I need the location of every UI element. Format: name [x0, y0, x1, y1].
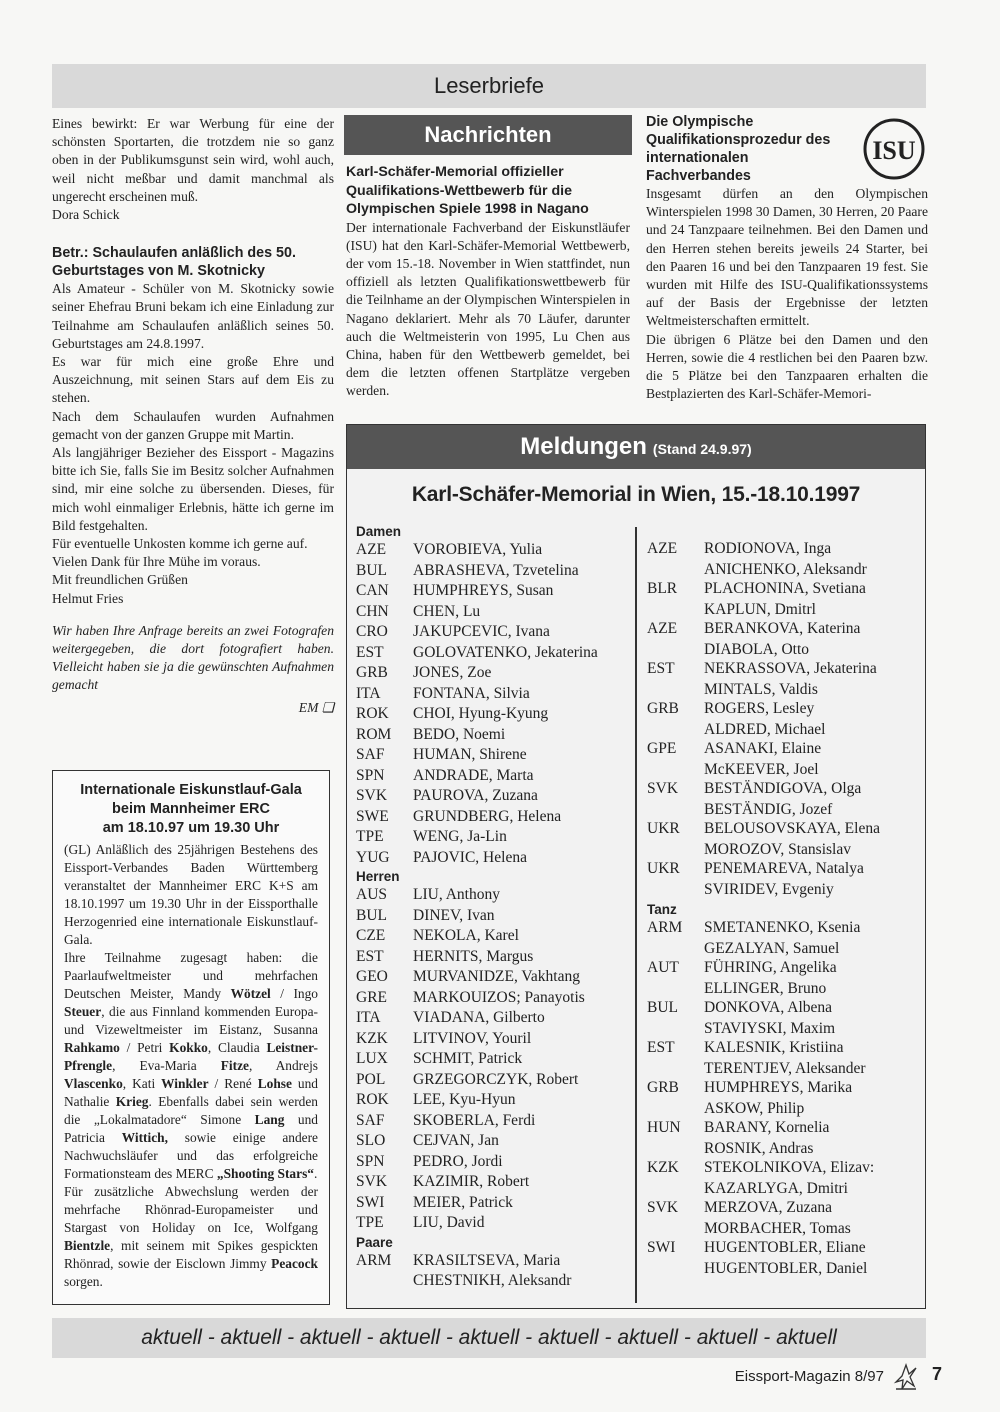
entry-row — [356, 1213, 631, 1234]
nation-code: SAF — [356, 746, 385, 763]
skater-name: BESTÄNDIGOVA, Olga — [704, 780, 862, 797]
partner-name: GEZALYAN, Samuel — [704, 939, 840, 957]
page-footer — [700, 1364, 946, 1394]
skater-name: JAKUPCEVIC, Ivana — [413, 623, 550, 640]
nation-code: EST — [356, 643, 384, 661]
meldungen-title: Meldungen — [520, 433, 647, 460]
partner-name: MINTALS, Valdis — [704, 680, 818, 698]
pair-entry — [647, 659, 922, 699]
nation-code: TPE — [356, 1214, 384, 1231]
skater-name: VIADANA, Gilberto — [413, 1009, 545, 1026]
skater-name: SKOBERLA, Ferdi — [413, 1111, 536, 1129]
nation-code: ROK — [356, 705, 389, 722]
skater-name: CEJVAN, Jan — [413, 1132, 499, 1149]
skater-name: PENEMAREVA, Natalya — [704, 860, 864, 877]
skater-name: ABRASHEVA, Tzvetelina — [413, 561, 579, 579]
entry-row — [356, 926, 631, 947]
letter2-paragraph: Nach dem Schaulaufen wurden Aufnahmen gemacht von der ganzen Gruppe mit Martin. — [52, 408, 334, 442]
entry-row — [356, 1090, 631, 1111]
gala-title — [64, 781, 318, 838]
pair-entry — [647, 819, 922, 859]
nation-code: SVK — [647, 780, 679, 797]
letter2-paragraph: Vielen Dank für Ihre Mühe im voraus. — [52, 554, 261, 570]
paare-list — [647, 539, 922, 899]
entry-row — [356, 766, 631, 787]
letter2-paragraph: Als langjähriger Bezieher des Eissport - Magazins bitte ich Sie, falls Sie im Besitz solcher Aufnahmen sind, mir eine solche zu übersenden. Dieses, für mich wohl einmaliger Erlebnis, hätte ich gerne im Bild festgehalten. — [52, 445, 334, 533]
nation-code: EST — [647, 660, 675, 677]
letter2-paragraph: Für eventuelle Unkosten komme ich gerne auf. — [52, 536, 308, 552]
ice-skater-icon — [892, 1362, 920, 1392]
skater-name: CHEN, Lu — [413, 602, 481, 620]
skater-name: NEKOLA, Karel — [413, 927, 519, 944]
nation-code: CZE — [356, 927, 386, 944]
nation-code: SWI — [356, 1193, 385, 1211]
aktuell-ticker — [52, 1318, 926, 1358]
entry-row — [647, 1238, 922, 1259]
nation-code: AZE — [356, 541, 387, 558]
partner-name: MOROZOV, Stansislav — [704, 840, 851, 858]
nation-code: UKR — [647, 820, 680, 837]
entry-row — [647, 579, 922, 600]
meldungen-stand: (Stand 24.9.97) — [652, 441, 752, 457]
nation-code: CRO — [356, 623, 388, 640]
entry-row — [647, 1118, 922, 1139]
entry-row — [356, 704, 631, 725]
pair-entry — [647, 739, 922, 779]
entry-row — [356, 663, 631, 684]
nation-code: CAN — [356, 582, 389, 599]
skater-name: ANDRADE, Marta — [413, 766, 534, 784]
meldungen-banner — [347, 425, 925, 469]
pair-entry — [647, 579, 922, 619]
entry-row — [647, 539, 922, 560]
partner-name: BESTÄNDIG, Jozef — [704, 800, 833, 818]
nation-code: AUS — [356, 886, 388, 903]
nation-code: ROK — [356, 1091, 389, 1108]
skater-name: DONKOVA, Albena — [704, 999, 833, 1016]
skater-name: PAUROVA, Zuzana — [413, 787, 538, 804]
pair-entry — [647, 1238, 922, 1278]
partner-name: HUGENTOBLER, Daniel — [704, 1259, 868, 1277]
pair-entry — [647, 1078, 922, 1118]
middle-column — [346, 115, 630, 401]
partner-name: SVIRIDEV, Evgeniy — [704, 880, 834, 898]
skater-name: BEDO, Noemi — [413, 725, 506, 743]
damen-list — [356, 540, 631, 868]
nation-code: ROM — [356, 725, 392, 743]
skater-name: MERZOVA, Zuzana — [704, 1199, 832, 1216]
skater-name: PLACHONINA, Svetiana — [704, 580, 866, 597]
pair-entry — [647, 859, 922, 899]
entry-row — [356, 1172, 631, 1193]
skater-name: PAJOVIC, Helena — [413, 848, 527, 866]
nation-code: GRE — [356, 988, 387, 1006]
entry-row — [356, 745, 631, 766]
nation-code: GPE — [647, 740, 677, 757]
nation-code: BLR — [647, 580, 678, 597]
nation-code: SVK — [647, 1199, 679, 1216]
partner-name: ASKOW, Philip — [704, 1099, 805, 1117]
nation-code: SLO — [356, 1132, 386, 1149]
category-label-damen: Damen — [356, 524, 402, 539]
entry-row — [356, 622, 631, 643]
nation-code: UKR — [647, 860, 680, 877]
skater-name: BELOUSOVSKAYA, Elena — [704, 820, 880, 837]
pair-entry — [647, 619, 922, 659]
category-label-herren: Herren — [356, 869, 400, 884]
skater-name: FÜHRING, Angelika — [704, 959, 837, 976]
entry-row — [647, 619, 922, 640]
entry-row — [647, 958, 922, 979]
entry-row — [647, 699, 922, 720]
nation-code: GRB — [647, 1079, 679, 1096]
entry-row — [356, 807, 631, 828]
nation-code: SVK — [356, 1173, 388, 1190]
ticker-text: aktuell - aktuell - aktuell - aktuell - aktuell - aktuell - aktuell - aktuell - aktuell — [141, 1326, 837, 1349]
letter2-paragraph: Als Amateur - Schüler von M. Skotnicky sowie seiner Ehefrau Bruni bekam ich eine Einladung zur Teilnahme am Schaulaufen anläßlich seines 50. Geburtstages am 24.8.1997. — [52, 281, 334, 351]
skater-name: RODIONOVA, Inga — [704, 540, 832, 557]
skater-name: ROGERS, Lesley — [704, 700, 815, 717]
gala-paragraph: Für zusätzliche Abwechslung werden der mehrfache Rhönrad-Europameister und Stargast von Holiday on Ice, Wolfgang Bientzle, mit seinem mit Spikes gespickten Rhönrad, sowie der Eisclown Jimmy Peacock sorgen. — [64, 1184, 318, 1289]
pair-entry — [647, 1118, 922, 1158]
event-title: Karl-Schäfer-Memorial in Wien, 15.-18.10.1997 — [411, 483, 861, 506]
skater-name: HUMPHREYS, Susan — [413, 582, 554, 599]
partner-name: McKEEVER, Joel — [704, 760, 819, 778]
pair-entry — [647, 699, 922, 739]
entry-row — [356, 561, 631, 582]
entry-row — [647, 1078, 922, 1099]
nation-code: EST — [647, 1039, 675, 1056]
entry-row — [647, 859, 922, 880]
entry-row — [356, 1008, 631, 1029]
pair-entry — [647, 1198, 922, 1238]
skater-name: HUMAN, Shirene — [413, 746, 527, 763]
section-title: Leserbriefe — [433, 73, 545, 98]
nachrichten-banner: Nachrichten — [344, 115, 632, 155]
pair-entry — [647, 918, 922, 958]
skater-name: ASANAKI, Elaine — [704, 740, 822, 757]
entry-row — [356, 1131, 631, 1152]
entry-row — [356, 602, 631, 623]
entry-row — [356, 786, 631, 807]
skater-name: HERNITS, Margus — [413, 947, 534, 965]
entry-row — [356, 827, 631, 848]
gala-title-line: Internationale Eiskunstlauf-Gala — [80, 782, 302, 798]
entry-row — [356, 643, 631, 664]
entry-row — [356, 1152, 631, 1173]
skater-name: STEKOLNIKOVA, Elizav: — [704, 1159, 875, 1176]
nation-code: BUL — [647, 999, 678, 1016]
nation-code: EST — [356, 947, 384, 965]
entry-row — [647, 1038, 922, 1059]
news-heading: Karl-Schäfer-Memorial offizieller Qualifikations-Wettbewerb für die Olympischen Spiele 1998 in Nagano — [346, 164, 589, 217]
entry-row — [356, 581, 631, 602]
skater-name: SCHMIT, Patrick — [413, 1050, 523, 1067]
entry-row — [356, 684, 631, 705]
entry-row — [356, 848, 631, 869]
category-label-paare: Paare — [356, 1234, 393, 1250]
skater-name: GRUNDBERG, Helena — [413, 807, 562, 825]
news-body: Der internationale Fachverband der Eiskunstläufer (ISU) hat den Karl-Schäfer-Memorial Wettbewerb, der vom 15.-18. November in Wien stattfindet, nun offiziell als letzten Qualifikationswettbewerb für die Teilnhame an der Olympischen Winterspielen in Nagano deklariert. Mehr als 70 Läufer, darunter auch die Weltmeisterin von 1995, Lu Chen aus China, haben für den Wettbewerb gemeldet, bei dem die letzten offenen Startplätze vergeben werden. — [346, 219, 630, 399]
partner-name: KAZARLYGA, Dmitri — [704, 1179, 848, 1197]
skater-name: VOROBIEVA, Yulia — [413, 541, 543, 558]
skater-name: LEE, Kyu-Hyun — [413, 1091, 516, 1108]
entry-row — [647, 659, 922, 680]
nation-code: KZK — [356, 1029, 388, 1047]
partner-name: CHESTNIKH, Aleksandr — [413, 1272, 572, 1289]
entry-row — [356, 1029, 631, 1050]
entry-row — [647, 998, 922, 1019]
herren-list — [356, 885, 631, 1234]
nation-code: POL — [356, 1070, 386, 1088]
qualification-heading: Die Olympische Qualifikationsprozedur des internationalen Fachverbandes — [646, 114, 831, 184]
gala-paragraph: Ihre Teilnahme zugesagt haben: die Paarlaufweltmeister und mehrfachen Deutschen Meister, Mandy Wötzel / Ingo Steuer, die aus Finnland kommenden Europa- und Vizeweltmeister im Eistanz, Susanna Rahkamo / Petri Kokko, Claudia Leistner-Pfrengle, Eva-Maria Fitze, Andrejs Vlascenko, Kati Winkler / René Lohse und Nathalie Krieg. Ebenfalls dabei sein werden die „Lokalmatadore“ Simone Lang und Patricia Wittich, sowie einige andere Nachwuchsläufer und das erfolgreiche Formationsteam des MERC „Shooting Stars“. — [64, 950, 319, 1181]
nation-code: ARM — [356, 1251, 392, 1269]
skater-name: HUGENTOBLER, Eliane — [704, 1239, 866, 1256]
gala-paragraph: (GL) Anläßlich des 25jährigen Bestehens des Eissport-Verbandes Baden Württemberg veranstaltet der Mannheimer ERC K+S am 18.10.1997 um 19.30 Uhr in der Eissporthalle Herzogenried eine internationale Eiskunstlauf-Gala. — [64, 842, 318, 947]
skater-name: KRASILTSEVA, Maria — [413, 1251, 561, 1269]
entry-row — [647, 1158, 922, 1179]
partner-name: KAPLUN, Dmitrl — [704, 600, 816, 618]
nation-code: GRB — [356, 664, 388, 681]
meldungen-box — [346, 424, 926, 1309]
nation-code: BUL — [356, 906, 387, 924]
skater-name: LIU, Anthony — [413, 886, 500, 903]
left-column — [52, 115, 334, 717]
entry-row — [356, 1251, 631, 1272]
entry-row — [356, 1111, 631, 1132]
nation-code: TPE — [356, 828, 384, 845]
partner-name: ELLINGER, Bruno — [704, 979, 827, 997]
entry-row — [356, 906, 631, 927]
isu-logo-text: ISU — [872, 136, 916, 165]
column-divider — [635, 527, 637, 1303]
nation-code: ITA — [356, 684, 381, 702]
partner-name: ALDRED, Michael — [704, 720, 826, 738]
nation-code: ITA — [356, 1009, 381, 1026]
partner-name: ANICHENKO, Aleksandr — [704, 560, 867, 578]
pair-entry — [356, 1251, 631, 1291]
nation-code: ARM — [647, 919, 683, 936]
tanz-list — [647, 918, 922, 1278]
gala-title-line: beim Mannheimer ERC — [112, 801, 270, 817]
entries-left-column — [356, 523, 631, 1291]
entry-row — [647, 918, 922, 939]
pair-entry — [647, 779, 922, 819]
entry-row — [356, 540, 631, 561]
nation-code: GRB — [647, 700, 679, 717]
entry-row — [356, 967, 631, 988]
magazine-label: Eissport-Magazin 8/97 — [734, 1368, 884, 1385]
nation-code: AZE — [647, 620, 678, 637]
skater-name: BERANKOVA, Katerina — [704, 620, 861, 637]
gala-title-line: am 18.10.97 um 19.30 Uhr — [102, 820, 280, 836]
nation-code: KZK — [647, 1159, 679, 1176]
nation-code: LUX — [356, 1050, 388, 1067]
skater-name: GRZEGORCZYK, Robert — [413, 1070, 579, 1088]
section-header — [52, 64, 926, 108]
entries-right-column — [647, 539, 922, 1278]
skater-name: SMETANENKO, Ksenia — [704, 919, 861, 936]
skater-name: KALESNIK, Kristiina — [704, 1039, 844, 1056]
pair-entry — [647, 958, 922, 998]
editor-note: Wir haben Ihre Anfrage bereits an zwei Fotografen weitergegeben, die dort fotografiert haben. Vielleicht haben sie ja die gewünschten Aufnahmen gemacht — [52, 622, 334, 693]
paare-list — [356, 1251, 631, 1291]
entry-row — [647, 739, 922, 760]
nation-code: BUL — [356, 561, 387, 579]
qualification-paragraph: Die übrigen 6 Plätze bei den Damen und den Herren, sowie die 4 restlichen bei den Paaren bzw. die 5 Plätze bei den Tanzpaaren erhalten die Bestplazierten des Karl-Schäfer-Memori- — [646, 331, 928, 402]
skater-name: NEKRASSOVA, Jekaterina — [704, 660, 877, 677]
skater-name: GOLOVATENKO, Jekaterina — [413, 643, 598, 661]
entry-row — [356, 1070, 631, 1091]
gala-announcement-box — [52, 770, 330, 1305]
letter1-text: Eines bewirkt: Er war Werbung für eine der schönsten Sportarten, die trotzdem nie so ganz oben in der Publikumsgunst sein wird, wohl auch, weil nicht meßbar und damit manchmal als ungerecht erscheinen muß. — [52, 116, 334, 204]
nation-code: GEO — [356, 968, 388, 985]
partner-name: ROSNIK, Andras — [704, 1139, 814, 1157]
pair-entry — [647, 1038, 922, 1078]
skater-name: HUMPHREYS, Marika — [704, 1079, 853, 1096]
entry-row — [356, 1049, 631, 1070]
skater-name: LIU, David — [413, 1214, 485, 1231]
entry-row — [647, 779, 922, 800]
skater-name: MARKOUIZOS; Panayotis — [413, 988, 585, 1006]
nation-code: YUG — [356, 848, 390, 866]
skater-name: LITVINOV, Youril — [413, 1029, 532, 1047]
letter2-signature: Helmut Fries — [52, 590, 124, 606]
page-number: 7 — [931, 1364, 942, 1384]
qualification-paragraph: Insgesamt dürfen an den Olympischen Winterspielen 1998 30 Damen, 30 Herren, 20 Paare und 24 Tanzpaare teilnehmen. Bei den Damen und den Herren stehen bereits jeweils 24 Starter, bei den Paaren 16 und bei den Tanzpaaren 19 fest. Sie wurden mit Hilfe des ISU-Qualifikationssystems auf der Basis der Ergebnisse der letzten Weltmeisterschaften ermittelt. — [646, 186, 928, 329]
entry-row — [356, 988, 631, 1009]
entry-row — [356, 725, 631, 746]
skater-name: PEDRO, Jordi — [413, 1152, 503, 1170]
partner-name: DIABOLA, Otto — [704, 640, 810, 658]
entry-row — [356, 1193, 631, 1214]
pair-entry — [647, 1158, 922, 1198]
nation-code: SPN — [356, 1152, 385, 1170]
entry-row — [356, 885, 631, 906]
nation-code: SWI — [647, 1239, 676, 1256]
nation-code: CHN — [356, 602, 389, 620]
skater-name: DINEV, Ivan — [413, 906, 495, 924]
partner-name: TERENTJEV, Aleksander — [704, 1059, 866, 1077]
entry-row — [647, 819, 922, 840]
category-label-tanz: Tanz — [647, 902, 677, 917]
partner-name: MORBACHER, Tomas — [704, 1219, 851, 1237]
skater-name: BARANY, Kornelia — [704, 1119, 830, 1136]
skater-name: CHOI, Hyung-Kyung — [413, 705, 549, 722]
skater-name: MURVANIDZE, Vakhtang — [413, 968, 580, 985]
skater-name: KAZIMIR, Robert — [413, 1173, 530, 1190]
letter1-signature: Dora Schick — [52, 207, 120, 223]
partner-name: STAVIYSKI, Maxim — [704, 1019, 836, 1037]
letter2-paragraph: Mit freundlichen Grüßen — [52, 572, 188, 588]
entry-row — [356, 947, 631, 968]
nation-code: SPN — [356, 766, 385, 784]
nation-code: SAF — [356, 1111, 385, 1129]
nation-code: SVK — [356, 787, 388, 804]
skater-name: FONTANA, Silvia — [413, 684, 530, 702]
pair-entry — [647, 539, 922, 579]
nation-code: HUN — [647, 1119, 681, 1136]
letter2-paragraph: Es war für mich eine große Ehre und Auszeichnung, mit seinen Stars auf dem Eis zu stehen. — [52, 354, 334, 406]
editor-signature: EM ❏ — [298, 699, 334, 715]
skater-name: JONES, Zoe — [413, 664, 492, 681]
skater-name: MEIER, Patrick — [413, 1193, 513, 1211]
skater-name: WENG, Ja-Lin — [413, 828, 507, 845]
nation-code: AUT — [647, 959, 679, 976]
isu-logo-icon — [862, 117, 926, 181]
nation-code: AZE — [647, 540, 678, 557]
pair-entry — [647, 998, 922, 1038]
letter2-heading: Betr.: Schaulaufen anläßlich des 50. Geburtstages von M. Skotnicky — [52, 245, 296, 280]
nation-code: SWE — [356, 807, 389, 825]
entry-row — [647, 1198, 922, 1219]
